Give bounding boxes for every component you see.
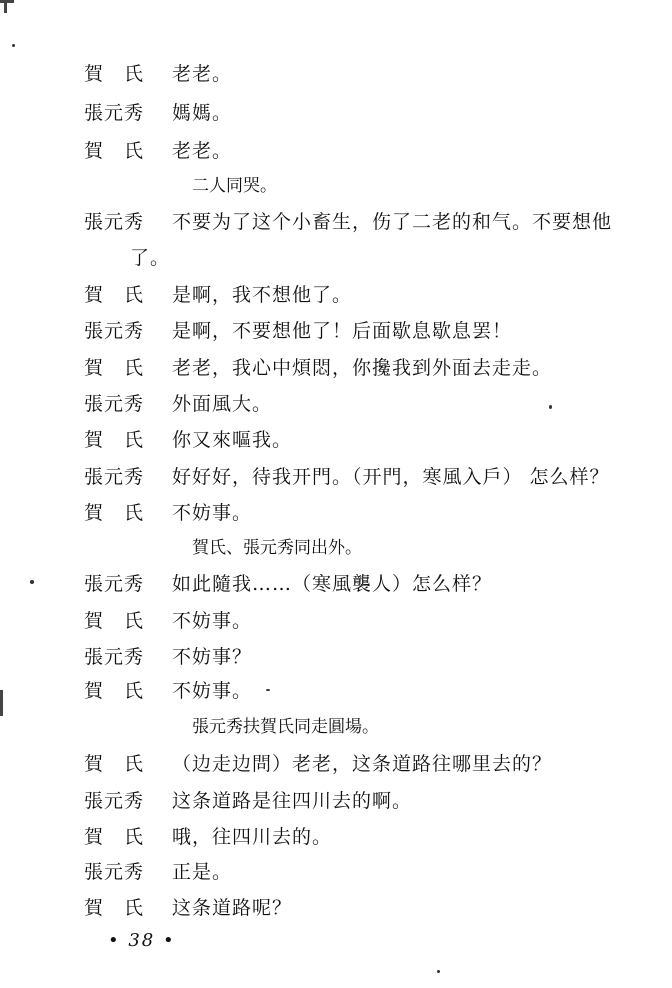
dialogue-line	[0, 890, 672, 926]
speech-text: 媽媽。	[172, 102, 233, 124]
speech-text: 是啊，不要想他了！后面歇息歇息罢！	[172, 320, 513, 342]
speaker-name: 賀 氏	[84, 753, 145, 775]
stage-direction: 張元秀扶賀氏同走圓場。	[192, 717, 379, 737]
speech-text: 老老，我心中煩悶，你攙我到外面去走走。	[172, 357, 553, 379]
speech-text: 不妨事。	[172, 680, 253, 702]
page-number: • 38 •	[108, 930, 176, 951]
scan-speck	[266, 689, 270, 691]
scan-edge-mark	[4, 3, 7, 13]
speech-text: 老老。	[172, 140, 233, 162]
speech-text: 好好好，待我开門。（开門，寒風入戶） 怎么样？	[172, 466, 610, 488]
speaker-name: 賀 氏	[84, 140, 145, 162]
stage-direction-line	[0, 530, 672, 566]
speech-text: 如此隨我……（寒風襲人）怎么样？	[172, 573, 493, 595]
scan-speck	[549, 405, 552, 409]
speech-text: 外面風大。	[172, 393, 273, 415]
speech-text: 哦，往四川去的。	[172, 826, 333, 848]
speaker-name: 張元秀	[84, 211, 145, 233]
speaker-name: 賀 氏	[84, 502, 145, 524]
scan-edge-mark	[0, 0, 14, 3]
dialogue-line	[0, 386, 672, 422]
dialogue-line	[0, 639, 672, 675]
scan-speck	[12, 44, 15, 47]
stage-direction: 二人同哭。	[192, 176, 277, 196]
scan-edge-mark	[0, 690, 3, 716]
dialogue-line	[0, 673, 672, 709]
dialogue-line	[0, 495, 672, 531]
speech-continuation: 了。	[130, 247, 171, 269]
speaker-name: 賀 氏	[84, 357, 145, 379]
speaker-name: 張元秀	[84, 393, 145, 415]
dialogue-line	[0, 95, 672, 131]
speech-text: 不妨事。	[172, 502, 253, 524]
speaker-name: 張元秀	[84, 861, 145, 883]
speech-text: 你又來嘔我。	[172, 429, 293, 451]
speech-text: 正是。	[172, 861, 233, 883]
scan-speck	[30, 580, 34, 584]
dialogue-line	[0, 603, 672, 639]
speaker-name: 賀 氏	[84, 826, 145, 848]
speaker-name: 賀 氏	[84, 429, 145, 451]
speaker-name: 張元秀	[84, 320, 145, 342]
scan-speck	[437, 970, 440, 973]
dialogue-line	[0, 204, 672, 240]
dialogue-line	[0, 783, 672, 819]
speech-text: 是啊，我不想他了。	[172, 284, 353, 306]
speaker-name: 賀 氏	[84, 63, 145, 85]
dialogue-line	[0, 819, 672, 855]
stage-direction-line	[0, 168, 672, 204]
speaker-name: 張元秀	[84, 102, 145, 124]
speaker-name: 賀 氏	[84, 680, 145, 702]
speaker-name: 張元秀	[84, 790, 145, 812]
speech-text: 不妨事？	[172, 646, 253, 668]
dialogue-line	[0, 350, 672, 386]
continuation-line	[0, 240, 672, 276]
dialogue-line	[0, 566, 672, 602]
speech-text: 不要为了这个小畜生，伤了二老的和气。不要想他	[172, 211, 613, 233]
speaker-name: 賀 氏	[84, 610, 145, 632]
speech-text: （边走边問）老老，这条道路往哪里去的？	[172, 753, 553, 775]
dialogue-line	[0, 854, 672, 890]
speech-text: 这条道路呢？	[172, 897, 293, 919]
stage-direction-line	[0, 709, 672, 745]
speaker-name: 賀 氏	[84, 284, 145, 306]
dialogue-line	[0, 277, 672, 313]
dialogue-line	[0, 133, 672, 169]
dialogue-line	[0, 422, 672, 458]
speech-text: 不妨事。	[172, 610, 253, 632]
speech-text: 老老。	[172, 63, 233, 85]
speaker-name: 張元秀	[84, 646, 145, 668]
speaker-name: 張元秀	[84, 466, 145, 488]
stage-direction: 賀氏、張元秀同出外。	[192, 538, 362, 558]
dialogue-line	[0, 56, 672, 92]
dialogue-line	[0, 313, 672, 349]
speech-text: 这条道路是往四川去的啊。	[172, 790, 413, 812]
dialogue-line	[0, 459, 672, 495]
speaker-name: 張元秀	[84, 573, 145, 595]
dialogue-line	[0, 746, 672, 782]
speaker-name: 賀 氏	[84, 897, 145, 919]
